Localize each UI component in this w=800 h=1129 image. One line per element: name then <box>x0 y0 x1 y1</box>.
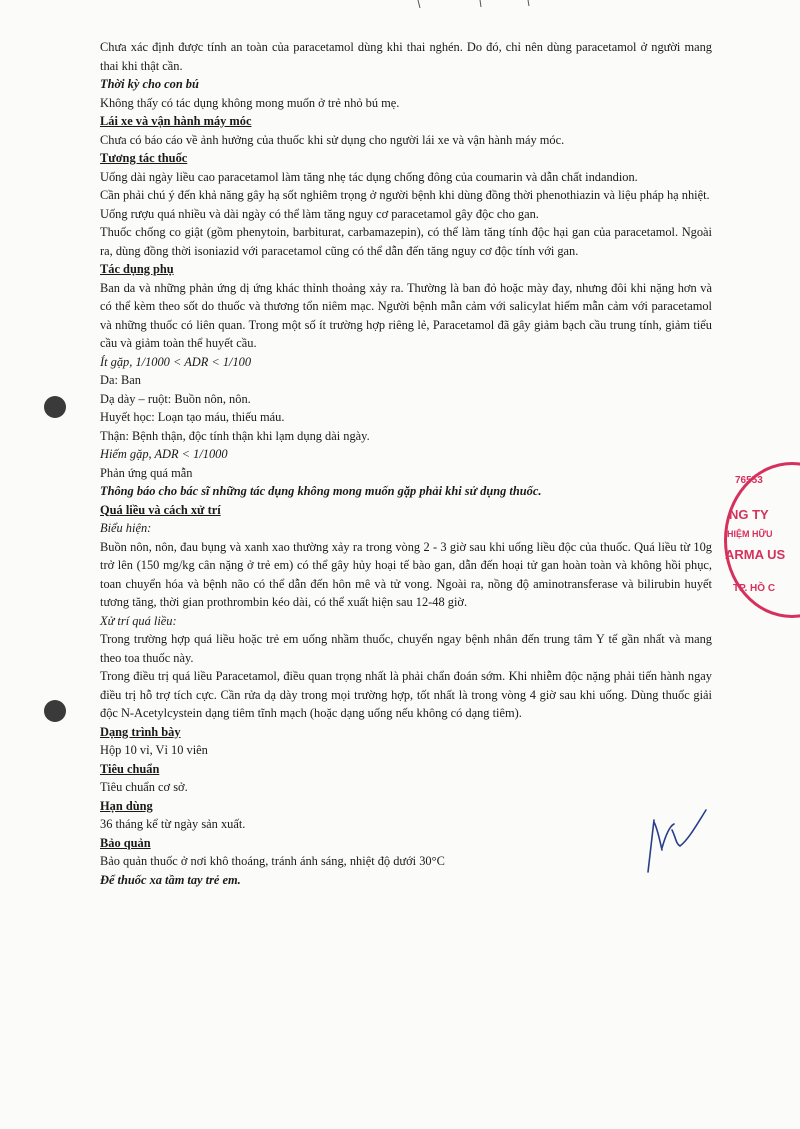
heading-overdose: Quá liều và cách xử trí <box>100 502 221 517</box>
side-effect-gi: Dạ dày – ruột: Buồn nôn, nôn. <box>100 391 251 406</box>
side-effects-text: Ban da và những phản ứng dị ứng khác thỉnh thoảng xảy ra. Thường là ban đỏ hoặc mày đay, nhưng đôi khi nặng hơn và có thể kèm theo sốt do thuốc và thương tổn niêm mạc. Người bệnh mẫn cảm với salicylat hiếm mẫn cảm với paracetamol và những thuốc có liên quan. Trong một số ít trường hợp riêng lẻ, Paracetamol đã gây giảm bạch cầu trung tính, giảm tiểu cầu và giảm toàn thể huyết cầu. <box>100 280 712 350</box>
intro-paragraph: Chưa xác định được tính an toàn của paracetamol dùng khi thai nghén. Do đó, chỉ nên dùng paracetamol ở người mang thai khi thật cần. <box>100 40 712 73</box>
frequency-uncommon: Ít gặp, 1/1000 < ADR < 1/100 <box>100 354 252 369</box>
side-effect-skin: Da: Ban <box>100 373 141 387</box>
heading-presentation: Dạng trình bày <box>100 724 181 739</box>
stamp-line-2: HIỆM HỮU <box>727 529 773 539</box>
side-effect-kidney: Thận: Bệnh thận, độc tính thận khi lạm dụng dài ngày. <box>100 428 370 443</box>
doctor-notice: Thông báo cho bác sĩ những tác dụng không mong muốn gặp phải khi sử dụng thuốc. <box>100 484 542 498</box>
stamp-line-1: NG TY <box>729 507 769 522</box>
heading-shelf-life: Hạn dùng <box>100 798 153 813</box>
symptoms-text: Buồn nôn, nôn, đau bụng và xanh xao thường xảy ra trong vòng 2 - 3 giờ sau khi uống liều độc của thuốc. Quá liều từ 10g trở lên (150 mg/kg cân nặng ở trẻ em) có thể gây hủy hoại tế bào gan, dẫn đến hoại tử gan hoàn toàn và không hồi phục, toan chuyển hóa và bệnh não có thể dẫn đến hôn mê và tử vong. Ngoài ra, nồng độ aminotransferase và bilirubin huyết tương tăng, thời gian prothrombin kéo dài, có thể xuất hiện sau 12-48 giờ. <box>100 539 712 609</box>
keep-away-children: Để thuốc xa tầm tay trẻ em. <box>100 872 241 887</box>
subheading-treatment: Xử trí quá liều: <box>100 613 177 628</box>
heading-side-effects: Tác dụng phụ <box>100 262 174 276</box>
shelf-life-text: 36 tháng kể từ ngày sản xuất. <box>100 817 246 831</box>
treatment-text-2: Trong điều trị quá liều Paracetamol, điều quan trọng nhất là phải chẩn đoán sớm. Khi nhiễm độc nặng phải tiến hành ngay điều trị hỗ trợ tích cực. Cần rửa dạ dày trong mọi trường hợp, tốt nhất là trong vòng 4 giờ sau khi uống. Dùng thuốc giải độc N-Acetylcystein dạng tiêm tĩnh mạch (hoặc dạng uống nếu không có dạng tiêm). <box>100 669 712 720</box>
side-effect-hypersensitivity: Phản ứng quá mẫn <box>100 465 193 480</box>
lactation-text: Không thấy có tác dụng không mong muốn ở trẻ nhỏ bú mẹ. <box>100 95 400 110</box>
interaction-2: Cần phải chú ý đến khả năng gây hạ sốt nghiêm trọng ở người bệnh khi dùng đồng thời phenothiazin và liệu pháp hạ nhiệt. <box>100 188 710 202</box>
side-effect-blood: Huyết học: Loạn tạo máu, thiếu máu. <box>100 410 285 424</box>
presentation-text: Hộp 10 vỉ, Vỉ 10 viên <box>100 743 208 757</box>
signature-mark <box>636 800 716 880</box>
stamp-line-4: TP. HỒ C <box>733 583 776 594</box>
subheading-symptoms: Biểu hiện: <box>100 521 152 535</box>
storage-text: Bảo quản thuốc ở nơi khô thoáng, tránh ánh sáng, nhiệt độ dưới 30°C <box>100 854 445 868</box>
standard-text: Tiêu chuẩn cơ sở. <box>100 780 188 794</box>
heading-interactions: Tương tác thuốc <box>100 151 188 165</box>
heading-standard: Tiêu chuẩn <box>100 761 160 776</box>
stamp-line-3: ARMA US <box>725 547 786 562</box>
interaction-4: Thuốc chống co giật (gồm phenytoin, barbiturat, carbamazepin), có thể làm tăng tính độc hại gan của paracetamol. Ngoài ra, dùng đồng thời isoniazid với paracetamol cũng có thể dẫn đến tăng nguy cơ độc tính với gan. <box>100 225 712 258</box>
company-stamp <box>724 462 800 618</box>
punch-hole-top <box>44 396 66 418</box>
treatment-text-1: Trong trường hợp quá liều hoặc trẻ em uống nhầm thuốc, chuyển ngay bệnh nhân đến trung tâm Y tế gần nhất và mang theo toa thuốc này. <box>100 632 712 665</box>
heading-storage: Bảo quản <box>100 835 151 850</box>
driving-text: Chưa có báo cáo về ảnh hưởng của thuốc khi sử dụng cho người lái xe và vận hành máy móc. <box>100 132 565 147</box>
interaction-3: Uống rượu quá nhiều và dài ngày có thể làm tăng nguy cơ paracetamol gây độc cho gan. <box>100 206 539 221</box>
leaflet-text <box>100 38 712 889</box>
stamp-number: 76553 <box>735 475 763 486</box>
heading-lactation: Thời kỳ cho con bú <box>100 77 199 91</box>
punch-hole-bottom <box>44 700 66 722</box>
top-edge-marks <box>0 0 800 10</box>
frequency-rare: Hiếm gặp, ADR < 1/1000 <box>100 447 228 461</box>
interaction-1: Uống dài ngày liều cao paracetamol làm tăng nhẹ tác dụng chống đông của coumarin và dẫn chất indandion. <box>100 169 638 184</box>
heading-driving: Lái xe và vận hành máy móc <box>100 114 252 128</box>
